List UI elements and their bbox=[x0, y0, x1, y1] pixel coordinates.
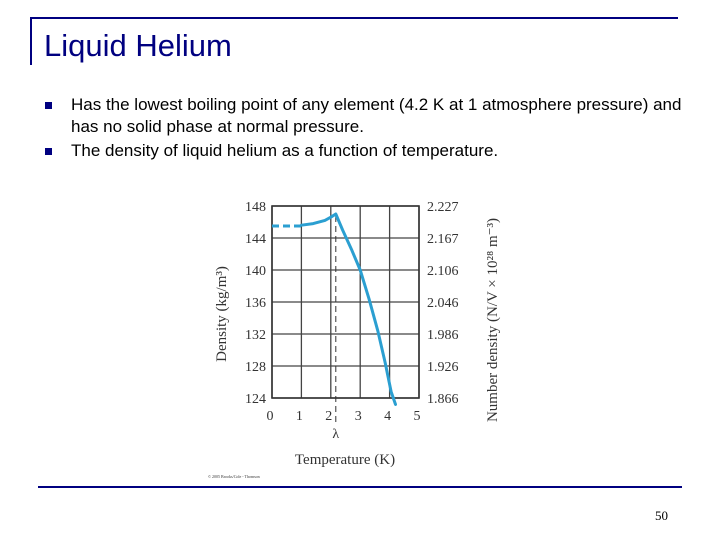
title-frame-top-border bbox=[30, 17, 678, 19]
y-right-tick-label: 1.866 bbox=[427, 392, 459, 407]
y-axis-title: Density (kg/m³) bbox=[214, 266, 230, 362]
y-tick-label: 144 bbox=[245, 232, 266, 247]
title-frame-left-border bbox=[30, 17, 32, 65]
y-right-tick-label: 2.167 bbox=[427, 232, 459, 247]
y-tick-label: 124 bbox=[245, 392, 266, 407]
square-bullet-icon bbox=[45, 102, 52, 109]
y-tick-label: 136 bbox=[245, 296, 266, 311]
y-right-tick-label: 1.926 bbox=[427, 360, 459, 375]
bullet-list bbox=[44, 94, 684, 164]
slide-title: Liquid Helium bbox=[44, 28, 232, 63]
y-tick-label: 128 bbox=[245, 360, 266, 375]
chart-marks bbox=[272, 214, 396, 422]
y-tick-label: 140 bbox=[245, 264, 266, 279]
x-tick-label: 2 bbox=[325, 409, 333, 424]
density-chart bbox=[200, 182, 510, 482]
x-tick-label: 3 bbox=[354, 409, 362, 424]
y-right-tick-label: 2.046 bbox=[427, 296, 459, 311]
chart-labels bbox=[208, 200, 501, 479]
x-axis-title: Temperature (K) bbox=[294, 452, 396, 468]
bullet-item bbox=[44, 140, 684, 162]
x-tick-label: 1 bbox=[295, 409, 303, 424]
square-bullet-icon bbox=[45, 148, 52, 155]
x-tick-label: 5 bbox=[413, 409, 421, 424]
density-curve bbox=[301, 214, 395, 404]
footer-rule bbox=[38, 486, 682, 488]
bullet-text: Has the lowest boiling point of any element (4.2 K at 1 atmosphere pressure) and has no solid phase at normal pressure. bbox=[71, 95, 682, 136]
x-tick-label: 0 bbox=[266, 409, 274, 424]
y-right-tick-label: 1.986 bbox=[427, 328, 459, 343]
y-right-axis-title: Number density (N/V × 10²⁸ m⁻³) bbox=[485, 217, 501, 423]
page-number: 50 bbox=[655, 508, 668, 523]
y-tick-label: 148 bbox=[245, 200, 266, 215]
y-tick-label: 132 bbox=[245, 328, 266, 343]
bullet-item bbox=[44, 94, 684, 138]
bullet-text: The density of liquid helium as a function of temperature. bbox=[71, 141, 499, 160]
x-tick-label: 4 bbox=[384, 409, 392, 424]
copyright-text: © 2005 Brooks/Cole - Thomson bbox=[208, 474, 260, 479]
y-right-tick-label: 2.227 bbox=[427, 200, 459, 215]
y-right-tick-label: 2.106 bbox=[427, 264, 459, 279]
lambda-annotation: λ bbox=[332, 427, 340, 442]
